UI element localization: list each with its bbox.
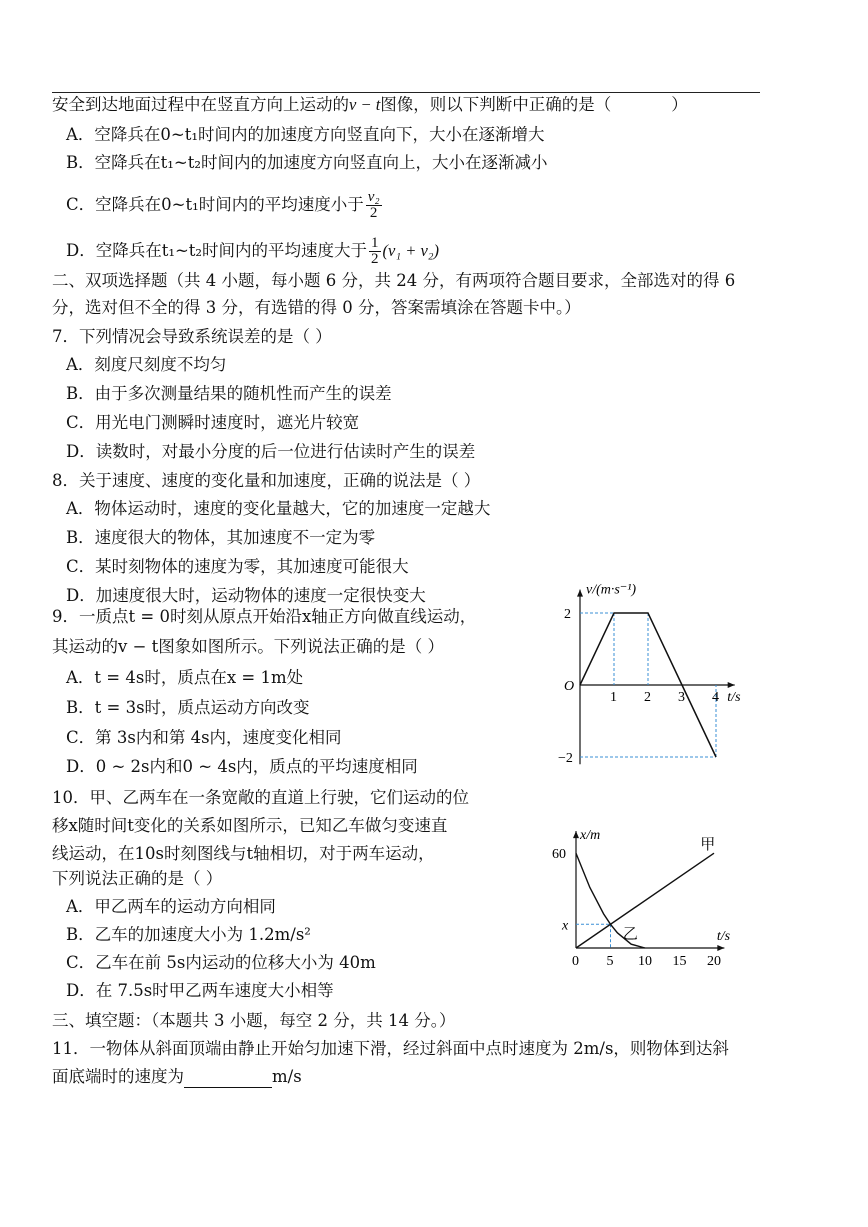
q7-option-c[interactable]: C．用光电门测瞬时速度时，遮光片较宽 xyxy=(66,413,360,432)
q8-option-c[interactable]: C．某时刻物体的速度为零，其加速度可能很大 xyxy=(66,557,409,576)
q6-option-d-fraction xyxy=(369,236,381,267)
x-axis-label: t/s xyxy=(727,690,741,705)
y-axis-label: v/(m·s⁻¹) xyxy=(586,582,637,598)
q6-stem-a: 安全到达地面过程中在竖直方向上运动的 xyxy=(52,95,349,114)
section2-line2: 分，选对但不全的得 3 分，有选错的得 0 分，答案需填涂在答题卡中。） xyxy=(52,298,581,317)
q10-stem-3: 线运动，在10s时刻图线与t轴相切，对于两车运动， xyxy=(52,844,435,863)
q10-option-a[interactable]: A．甲乙两车的运动方向相同 xyxy=(66,897,276,916)
q9-option-a[interactable]: A．t = 4s时，质点在x = 1m处 xyxy=(66,668,304,687)
q6-stem-math: v − t xyxy=(349,95,381,114)
x-tick-label: 1 xyxy=(610,690,617,705)
q11-line-2 xyxy=(52,1066,302,1088)
q6-option-c-text: C．空降兵在0~t₁时间内的平均速度小于 xyxy=(66,195,364,214)
x-tick-label: 15 xyxy=(672,954,687,969)
q9-option-c[interactable]: C．第 3s内和第 4s内，速度变化相同 xyxy=(66,728,342,747)
q6-option-d[interactable] xyxy=(66,236,439,267)
x-tick-label: 2 xyxy=(644,690,651,705)
q6-option-a[interactable]: A．空降兵在0~t₁时间内的加速度方向竖直向下，大小在逐渐增大 xyxy=(66,125,545,144)
q10-stem-4: 下列说法正确的是（ ） xyxy=(52,869,223,888)
q11-line-1: 11．一物体从斜面顶端由静止开始匀加速下滑，经过斜面中点时速度为 2m/s，则物体到达斜 xyxy=(52,1039,729,1058)
y-axis-arrow xyxy=(573,831,579,838)
q6-stem xyxy=(52,94,688,116)
x-axis-arrow xyxy=(717,945,724,951)
q11-line-2-text: 面底端时的速度为 xyxy=(52,1067,184,1086)
q7-option-b[interactable]: B．由于多次测量结果的随机性而产生的误差 xyxy=(66,384,392,403)
q10-stem-2: 移x随时间t变化的关系如图所示，已知乙车做匀变速直 xyxy=(52,816,448,835)
series-label-yi: 乙 xyxy=(622,926,638,943)
q7-option-a[interactable]: A．刻度尺刻度不均匀 xyxy=(66,355,227,374)
y-axis-label: x/m xyxy=(580,828,601,844)
q9-stem-1: 9．一质点t = 0时刻从原点开始沿x轴正方向做直线运动， xyxy=(52,607,477,626)
y-tick-label: 60 xyxy=(552,847,566,863)
q10-option-d[interactable]: D．在 7.5s时甲乙两车速度大小相等 xyxy=(66,981,334,1000)
q8-option-d[interactable]: D．加速度很大时，运动物体的速度一定很快变大 xyxy=(66,586,426,605)
x-tick-label: 5 xyxy=(606,954,614,969)
q10-option-c[interactable]: C．乙车在前 5s内运动的位移大小为 40m xyxy=(66,953,376,972)
q6-d-tail: (v₁ + v₂) xyxy=(382,241,440,260)
q9-vt-graph xyxy=(556,582,756,766)
q7-option-d[interactable]: D．读数时，对最小分度的后一位进行估读时产生的误差 xyxy=(66,442,476,461)
y-tick-label: x xyxy=(562,918,569,934)
q9-option-d[interactable]: D．0 ~ 2s内和0 ~ 4s内，质点的平均速度相同 xyxy=(66,757,418,776)
x-tick-label: 20 xyxy=(707,954,721,969)
q6-c-denominator: 2 xyxy=(369,205,378,221)
section3-title: 三、填空题：（本题共 3 小题，每空 2 分，共 14 分。） xyxy=(52,1011,456,1030)
q8-option-b[interactable]: B．速度很大的物体，其加速度不一定为零 xyxy=(66,528,376,547)
origin-label: O xyxy=(564,679,575,694)
section2-line1: 二、双项选择题（共 4 小题，每小题 6 分，共 24 分，有两项符合题目要求，全部选对的得 6 xyxy=(52,271,736,290)
x-tick-label: 10 xyxy=(638,954,652,969)
q8-stem: 8．关于速度、速度的变化量和加速度，正确的说法是（ ） xyxy=(52,471,481,490)
q7-stem: 7．下列情况会导致系统误差的是（ ） xyxy=(52,327,332,346)
q6-option-b[interactable]: B．空降兵在t₁~t₂时间内的加速度方向竖直向上，大小在逐渐减小 xyxy=(66,153,548,172)
q10-option-b[interactable]: B．乙车的加速度大小为 1.2m/s² xyxy=(66,925,311,944)
q9-option-b[interactable]: B．t = 3s时，质点运动方向改变 xyxy=(66,698,310,717)
q6-stem-b: 图像，则以下判断中正确的是（ xyxy=(380,95,612,114)
x-tick-label: 3 xyxy=(678,690,685,705)
q11-answer-blank[interactable] xyxy=(184,1071,272,1088)
q10-xt-graph xyxy=(548,820,738,975)
y-axis-arrow xyxy=(577,590,583,597)
q8-option-a[interactable]: A．物体运动时，速度的变化量越大，它的加速度一定越大 xyxy=(66,499,491,518)
q6-option-c[interactable] xyxy=(66,190,384,221)
series-label-jia: 甲 xyxy=(700,837,716,854)
y-tick-label: −2 xyxy=(558,751,573,766)
header-rule xyxy=(52,92,760,93)
q10-stem-1: 10．甲、乙两车在一条宽敞的直道上行驶，它们运动的位 xyxy=(52,788,469,807)
q6-stem-c: ） xyxy=(671,95,688,114)
q6-option-c-fraction xyxy=(366,190,382,221)
q6-c-numerator: v₂ xyxy=(367,189,380,205)
x-tick-label: 4 xyxy=(712,690,719,705)
q9-stem-2: 其运动的v − t图象如图所示。下列说法正确的是（ ） xyxy=(52,637,445,656)
x-axis-arrow xyxy=(728,682,735,688)
y-tick-label: 2 xyxy=(564,607,571,622)
q6-d-numerator: 1 xyxy=(371,235,379,251)
q6-d-denominator: 2 xyxy=(371,251,379,267)
x-tick-label: 0 xyxy=(572,954,579,969)
q11-unit: m/s xyxy=(272,1067,302,1086)
q6-option-d-text: D．空降兵在t₁~t₂时间内的平均速度大于 xyxy=(66,241,368,260)
x-axis-label: t/s xyxy=(716,929,731,944)
